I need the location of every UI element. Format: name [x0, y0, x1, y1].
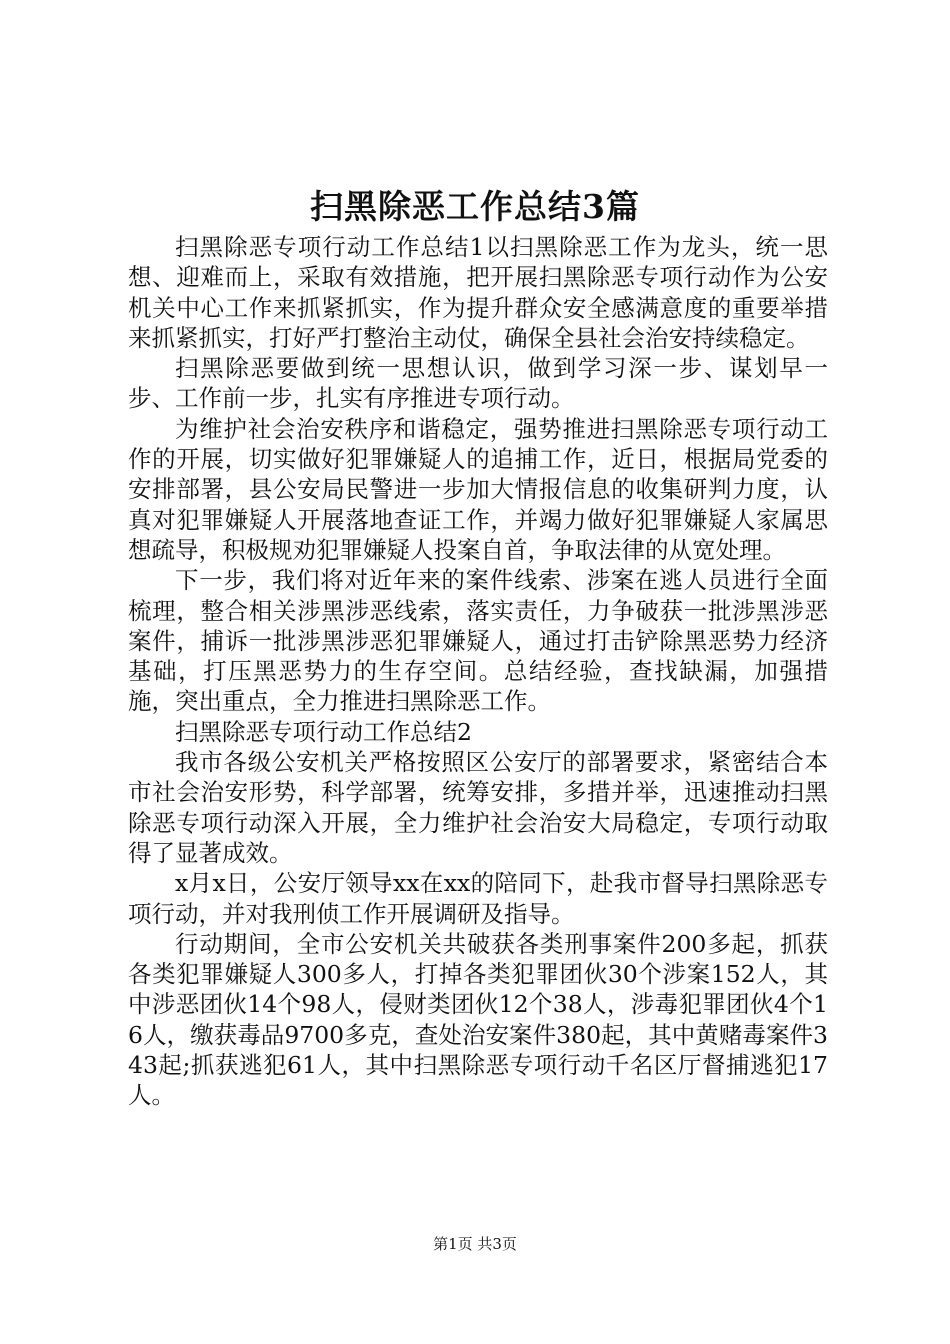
paragraph-next-steps: 下一步，我们将对近年来的案件线索、涉案在逃人员进行全面梳理，整合相关涉黑涉恶线索，落实责任，力争破获一批涉黑涉恶案件，捕诉一批涉黑涉恶犯罪嫌疑人，通过打击铲除黑恶势力经济基础，打压黑恶势力的生存空间。总结经验，查找缺漏，加强措施，突出重点，全力推进扫黑除恶工作。 [128, 566, 828, 716]
paragraph-inspection-visit: x月x日，公安厅领导xx在xx的陪同下，赴我市督导扫黑除恶专项行动，并对我刑侦工作开展调研及指导。 [128, 869, 828, 928]
document-title: 扫黑除恶工作总结3篇 [310, 187, 640, 226]
paragraph-summary-1-intro: 扫黑除恶专项行动工作总结1以扫黑除恶工作为龙头，统一思想、迎难而上，采取有效措施，把开展扫黑除恶专项行动作为公安机关中心工作来抓紧抓实，作为提升群众安全感满意度的重要举措来抓紧抓实，打好严打整治主动仗，确保全县社会治安持续稳定。 [128, 233, 828, 352]
paragraph-action-results: 行动期间，全市公安机关共破获各类刑事案件200多起，抓获各类犯罪嫌疑人300多人，打掉各类犯罪团伙30个涉案152人，其中涉恶团伙14个98人，侵财类团伙12个38人，涉毒犯罪团伙4个16人，缴获毒品9700多克，查处治安案件380起，其中黄赌毒案件343起;抓获逃犯61人，其中扫黑除恶专项行动千名区厅督捕逃犯17人。 [128, 929, 828, 1110]
paragraph-unified-thinking: 扫黑除恶要做到统一思想认识，做到学习深一步、谋划早一步、工作前一步，扎实有序推进专项行动。 [128, 354, 828, 413]
paragraph-city-deployment: 我市各级公安机关严格按照区公安厅的部署要求，紧密结合本市社会治安形势，科学部署，统筹安排，多措并举，迅速推动扫黑除恶专项行动深入开展，全力维护社会治安大局稳定，专项行动取得了显著成效。 [128, 748, 828, 867]
page-number-footer: 第1页 共3页 [433, 1235, 517, 1253]
document-body [128, 232, 828, 1111]
paragraph-suspect-pursuit: 为维护社会治安秩序和谐稳定，强势推进扫黑除恶专项行动工作的开展，切实做好犯罪嫌疑人的追捕工作，近日，根据局党委的安排部署，县公安局民警进一步加大情报信息的收集研判力度，认真对犯罪嫌疑人开展落地查证工作，并竭力做好犯罪嫌疑人家属思想疏导，积极规劝犯罪嫌疑人投案自首，争取法律的从宽处理。 [128, 414, 828, 564]
section-heading-summary-2: 扫黑除恶专项行动工作总结2 [175, 717, 472, 746]
